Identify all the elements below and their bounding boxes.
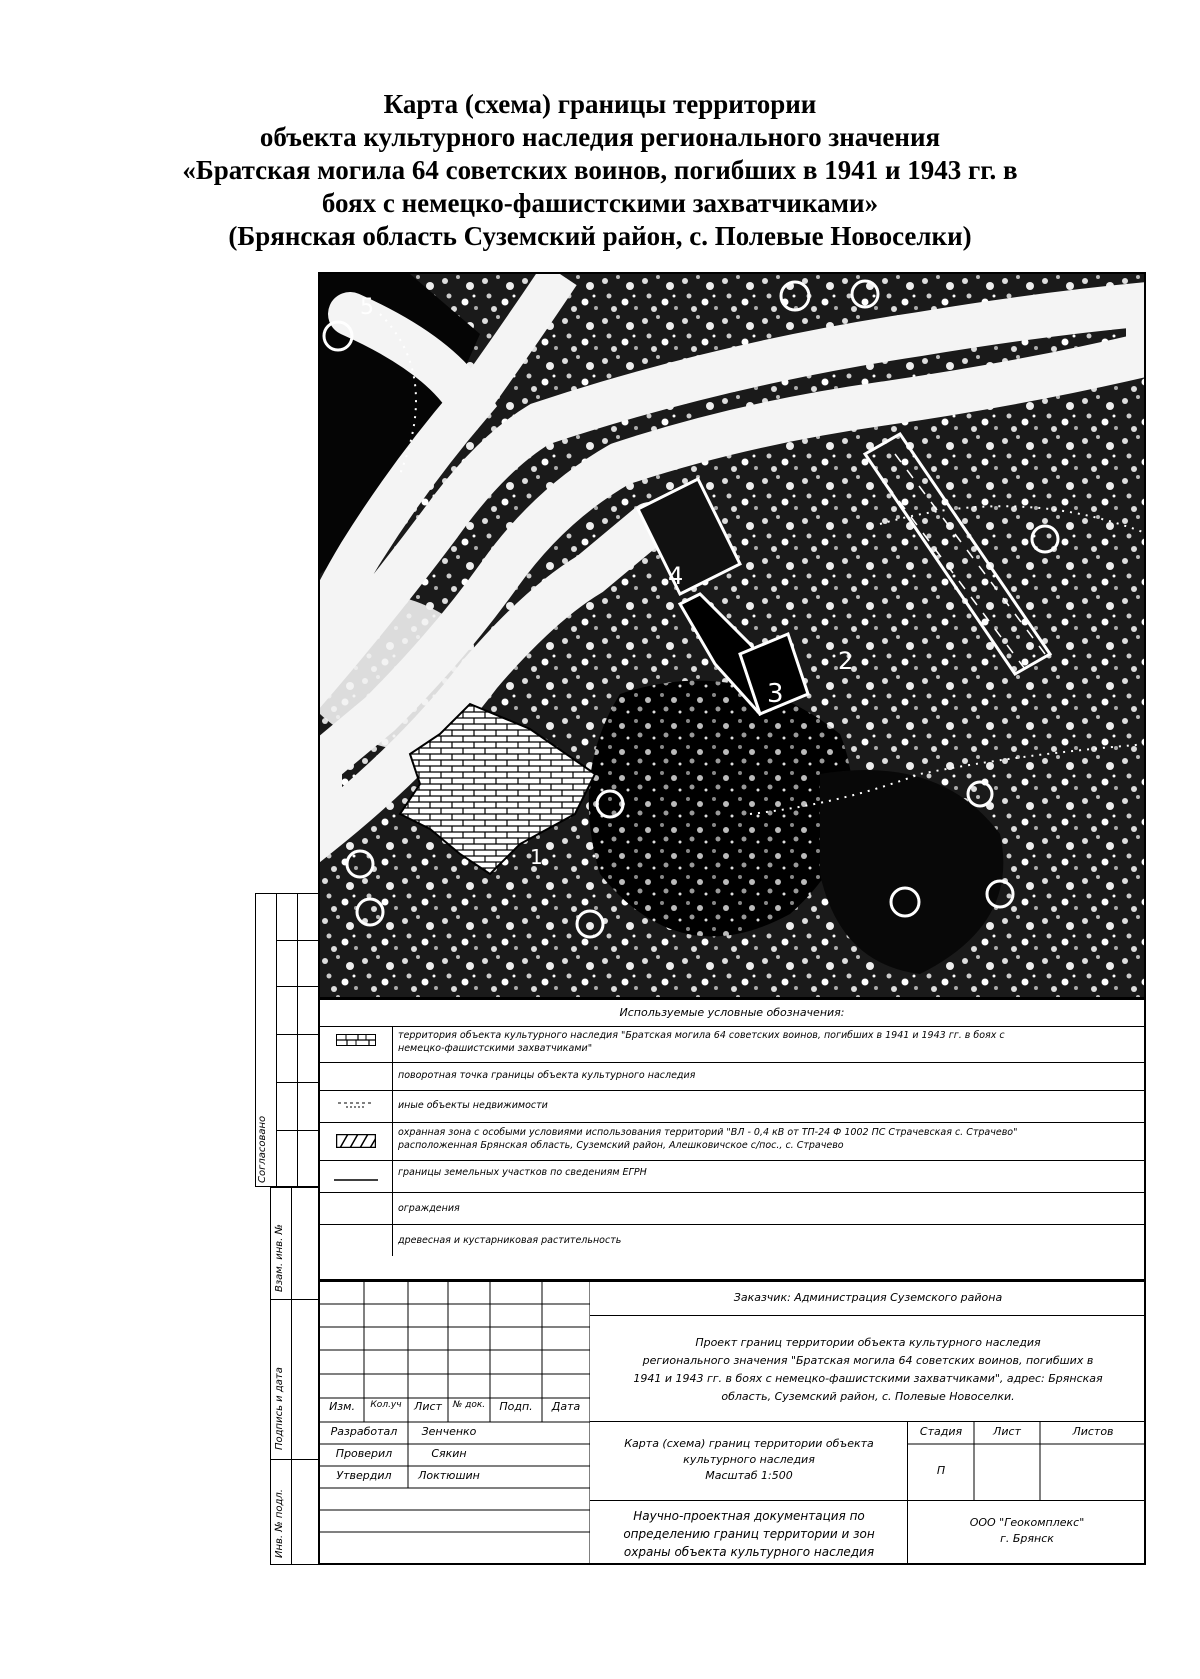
role-approver: Утвердил <box>336 1469 392 1482</box>
side-label-inv-replace: Взам. инв. № <box>274 1224 285 1292</box>
map-label-3: 3 <box>767 679 784 709</box>
title-line-2: объекта культурного наследия регионального значения <box>259 122 941 152</box>
col-izm: Изм. <box>329 1400 355 1413</box>
side-label-inv-orig: Инв. № подл. <box>274 1489 285 1558</box>
title-line-5: (Брянская область Суземский район, с. Полевые Новоселки) <box>228 221 972 251</box>
vegetation-circle-icon <box>320 1224 393 1256</box>
project-line-3: 1941 и 1943 гг. в боях с немецко-фашистскими захватчиками", адрес: Брянская <box>633 1372 1103 1385</box>
col-list: Лист <box>414 1400 442 1413</box>
sheet-title-line-3: Масштаб 1:500 <box>705 1469 793 1482</box>
legend-text: расположенная Брянская область, Суземский район, Алешковичское с/пос., с. Страчево <box>398 1140 844 1151</box>
legend-text: иные объекты недвижимости <box>398 1100 548 1111</box>
turning-point-icon <box>320 1062 393 1090</box>
side-label-sign-date: Подпись и дата <box>274 1367 285 1450</box>
aerial-photo <box>320 274 1146 999</box>
legend-item <box>320 1122 1144 1161</box>
sheet-title <box>590 1422 908 1501</box>
solid-line-icon <box>320 1160 393 1192</box>
legend-text: территория объекта культурного наследия "Братская могила 64 советских воинов, погибших в 1941 и 1943 гг. в боях с <box>398 1030 1005 1041</box>
map-label-1: 1 <box>530 845 543 869</box>
diagonal-hatch-icon <box>320 1122 393 1160</box>
name-developer: Зенченко <box>421 1425 477 1438</box>
brick-hatch-icon <box>320 1026 393 1062</box>
legend-text: поворотная точка границы объекта культурного наследия <box>398 1070 696 1081</box>
legend-item <box>320 1062 1144 1091</box>
name-approver: Локтюшин <box>418 1469 480 1482</box>
building-outline-icon <box>320 1090 393 1122</box>
legend-item <box>320 1160 1144 1193</box>
fence-line-icon <box>320 1192 393 1224</box>
legend-text: охранная зона с особыми условиями использования территорий "ВЛ - 0,4 кВ от ТП-24 Ф 1002 ПС Страчевская с. Страчево" <box>398 1127 1018 1138</box>
title-line-1: Карта (схема) границы территории <box>383 89 817 119</box>
title-line-4: боях с немецко-фашистскими захватчиками» <box>321 188 879 218</box>
legend-text: древесная и кустарниковая растительность <box>398 1235 622 1246</box>
org-name: ООО "Геокомплекс" <box>969 1516 1085 1529</box>
org-city: г. Брянск <box>1000 1532 1054 1545</box>
map-label-4: 4 <box>668 562 684 590</box>
col-kol: Кол.уч <box>370 1400 402 1410</box>
map-label-5: 5 <box>360 295 374 320</box>
legend-item <box>320 1090 1144 1123</box>
doc-line-3: охраны объекта культурного наследия <box>623 1545 875 1559</box>
legend-text: немецко-фашистскими захватчиками" <box>398 1043 593 1054</box>
col-podp: Подп. <box>499 1400 533 1413</box>
legend-item <box>320 1192 1144 1225</box>
legend <box>318 998 1146 1281</box>
sheet-header: Лист <box>993 1425 1021 1438</box>
project-line-4: область, Суземский район, с. Полевые Новоселки. <box>721 1390 1015 1403</box>
legend-text: границы земельных участков по сведениям ЕГРН <box>398 1167 647 1178</box>
side-label-agreed: Согласовано <box>257 1115 268 1183</box>
col-data: Дата <box>551 1400 581 1413</box>
sheet-title-line-2: культурного наследия <box>683 1453 815 1466</box>
role-checker: Проверил <box>335 1447 393 1460</box>
stage-value: П <box>936 1464 946 1477</box>
doc-line-1: Научно-проектная документация по <box>633 1509 865 1523</box>
title-block <box>318 1281 1146 1565</box>
doc-line-2: определению границ территории и зон <box>623 1527 875 1541</box>
col-doc: № док. <box>452 1400 486 1410</box>
project-line-1: Проект границ территории объекта культурного наследия <box>695 1336 1041 1349</box>
organization <box>908 1501 1146 1564</box>
project-line-2: регионального значения "Братская могила 64 советских воинов, погибших в <box>642 1354 1094 1367</box>
name-checker: Сякин <box>431 1447 467 1460</box>
title-line-3: «Братская могила 64 советских воинов, погибших в 1941 и 1943 гг. в <box>182 155 1018 185</box>
legend-text: ограждения <box>398 1203 460 1214</box>
document-title <box>150 88 1050 253</box>
project-description <box>590 1316 1146 1422</box>
doc-description <box>590 1501 908 1564</box>
stage-header: Стадия <box>919 1425 963 1438</box>
role-developer: Разработал <box>330 1425 398 1438</box>
sheets-header: Листов <box>1072 1425 1114 1438</box>
legend-item <box>320 1224 1144 1256</box>
customer: Заказчик: Администрация Суземского района <box>733 1291 1003 1304</box>
legend-item <box>320 1026 1144 1063</box>
legend-title: Используемые условные обозначения: <box>320 1000 1144 1027</box>
sheet-title-line-1: Карта (схема) границ территории объекта <box>624 1437 874 1450</box>
map-label-2: 2 <box>838 647 854 675</box>
aerial-map <box>318 272 1146 999</box>
